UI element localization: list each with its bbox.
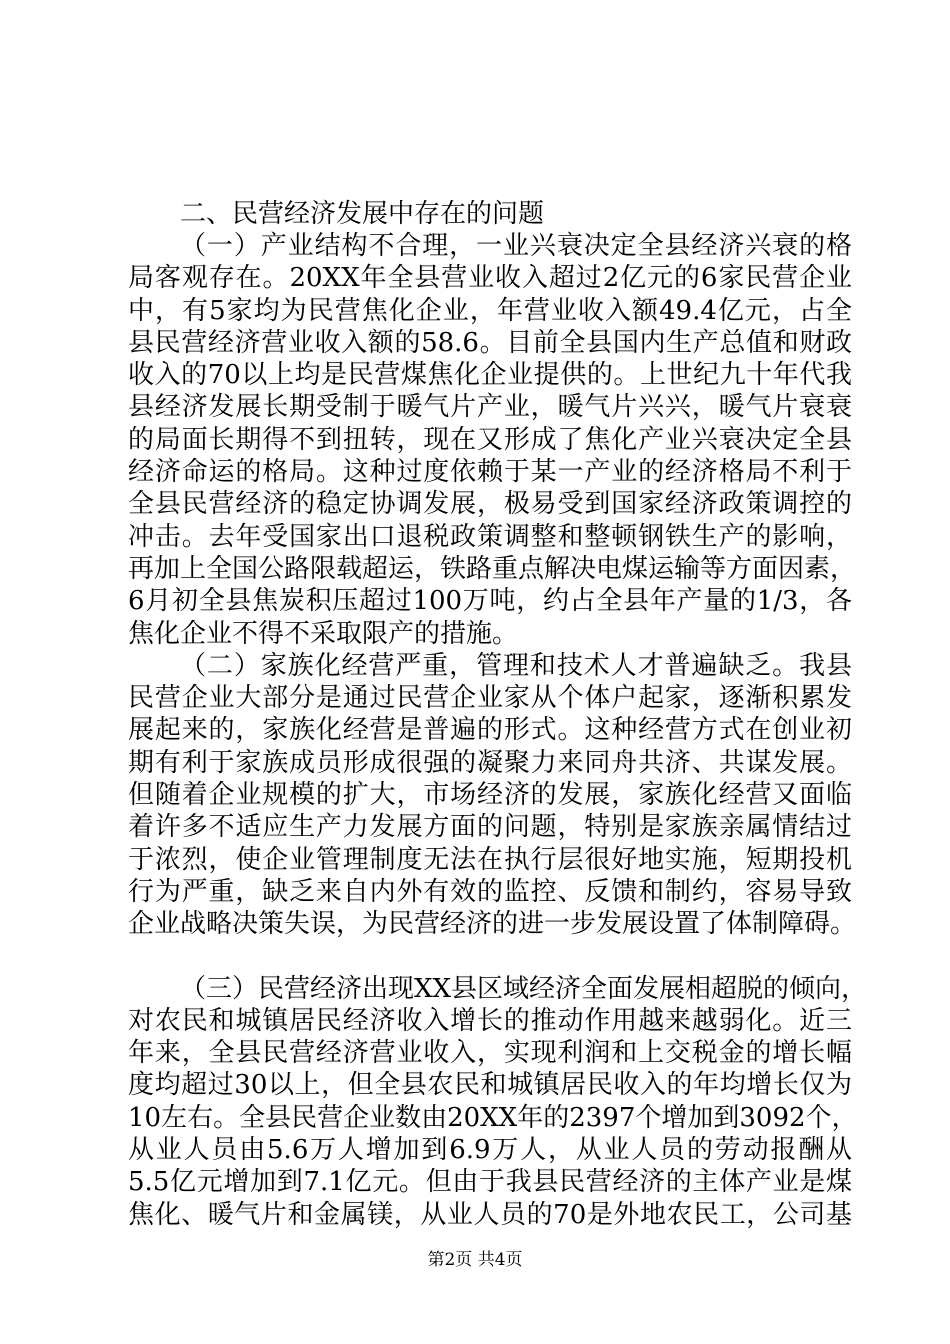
- paragraph-spacer: [128, 941, 852, 973]
- text-line: 民营企业大部分是通过民营企业家从个体户起家，逐渐积累发: [128, 683, 852, 714]
- text-line: 年来，全县民营经济营业收入，实现利润和上交税金的增长幅: [128, 1038, 852, 1069]
- text-line: 5.5亿元增加到7.1亿元。但由于我县民营经济的主体产业是煤: [128, 1167, 852, 1198]
- paragraph-2: [128, 650, 857, 941]
- text-line: 焦化企业不得不采取限产的措施。: [128, 618, 519, 649]
- text-line: 中，有5家均为民营焦化企业，年营业收入额49.4亿元，占全: [128, 295, 852, 326]
- text-line: 展起来的，家族化经营是普遍的形式。这种经营方式在创业初: [128, 715, 852, 746]
- text-line: 收入的70以上均是民营煤焦化企业提供的。上世纪九十年代我: [128, 360, 852, 391]
- text-line: （三）民营经济出现XX县区域经济全面发展相超脱的倾向，: [180, 973, 868, 1004]
- page-number: 第2页 共4页: [427, 1250, 523, 1270]
- text-line: 县经济发展长期受制于暖气片产业，暖气片兴兴，暖气片衰衰: [128, 392, 852, 423]
- text-line: 从业人员由5.6万人增加到6.9万人，从业人员的劳动报酬从: [128, 1135, 852, 1166]
- section-heading: 二、民营经济发展中存在的问题: [180, 199, 545, 229]
- text-line: 再加上全国公路限载超运，铁路重点解决电煤运输等方面因素，: [128, 553, 857, 584]
- text-line: 县民营经济营业收入额的58.6。目前全县国内生产总值和财政: [128, 327, 852, 358]
- paragraph-3: [128, 973, 868, 1231]
- text-line: 6月初全县焦炭积压超过100万吨，约占全县年产量的1/3，各: [128, 586, 852, 617]
- text-line: 全县民营经济的稳定协调发展，极易受到国家经济政策调控的: [128, 489, 852, 520]
- text-line: 行为严重，缺乏来自内外有效的监控、反馈和制约，容易导致: [128, 876, 852, 907]
- text-line: 经济命运的格局。这种过度依赖于某一产业的经济格局不利于: [128, 457, 852, 488]
- text-line: 期有利于家族成员形成很强的凝聚力来同舟共济、共谋发展。: [128, 747, 852, 778]
- text-line: 于浓烈，使企业管理制度无法在执行层很好地实施，短期投机: [128, 844, 852, 875]
- text-line: 对农民和城镇居民经济收入增长的推动作用越来越弱化。近三: [128, 1005, 852, 1036]
- text-line: 10左右。全县民营企业数由20XX年的2397个增加到3092个，: [128, 1102, 858, 1133]
- paragraph-1: [128, 230, 857, 650]
- text-line: 局客观存在。20XX年全县营业收入超过2亿元的6家民营企业: [128, 263, 852, 294]
- text-line: 度均超过30以上，但全县农民和城镇居民收入的年均增长仅为: [128, 1070, 852, 1101]
- text-line: 的局面长期得不到扭转，现在又形成了焦化产业兴衰决定全县: [128, 424, 852, 455]
- text-line: 但随着企业规模的扩大，市场经济的发展，家族化经营又面临: [128, 780, 852, 811]
- text-line: 冲击。去年受国家出口退税政策调整和整顿钢铁生产的影响，: [128, 521, 852, 552]
- text-line: 企业战略决策失误，为民营经济的进一步发展设置了体制障碍。: [128, 909, 857, 940]
- text-line: （一）产业结构不合理，一业兴衰决定全县经济兴衰的格: [180, 231, 852, 261]
- text-line: 焦化、暖气片和金属镁，从业人员的70是外地农民工，公司基: [128, 1199, 852, 1230]
- text-line: 着许多不适应生产力发展方面的问题，特别是家族亲属情结过: [128, 812, 852, 843]
- document-body: [128, 198, 868, 1231]
- text-line: （二）家族化经营严重，管理和技术人才普遍缺乏。我县: [180, 650, 852, 681]
